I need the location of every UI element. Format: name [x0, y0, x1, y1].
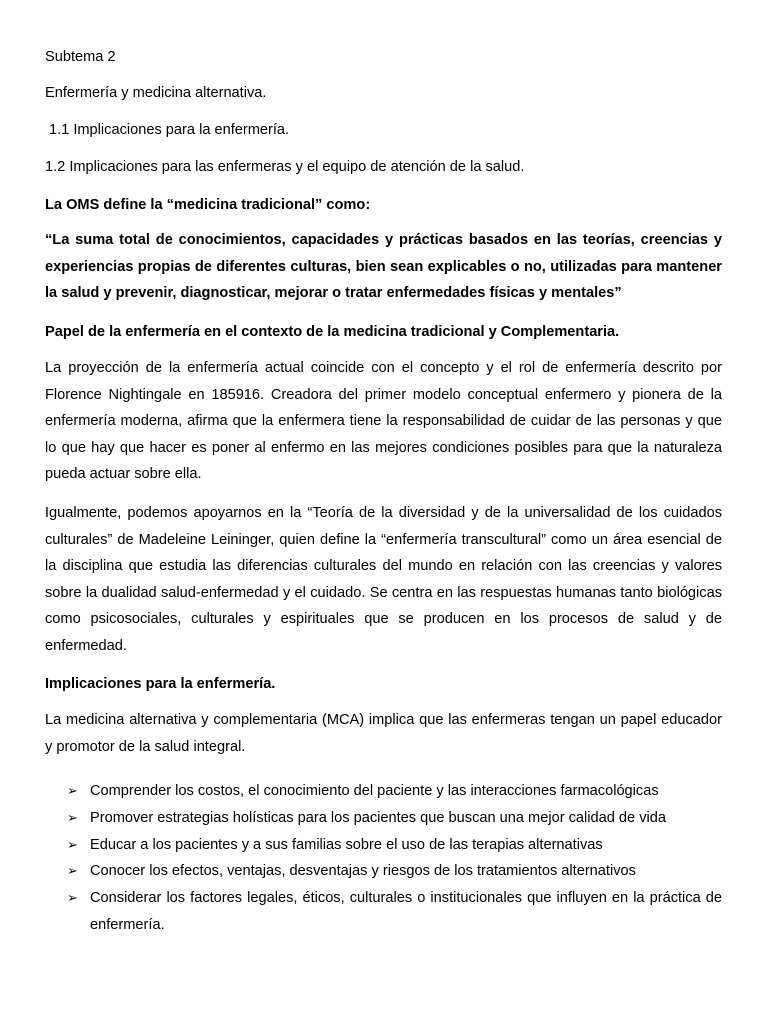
- section-1-1: 1.1 Implicaciones para la enfermería.: [49, 122, 290, 138]
- implicaciones-bullet-list: [45, 778, 722, 939]
- list-item-text: Promover estrategias holísticas para los pacientes que buscan una mejor calidad de vida: [90, 809, 666, 826]
- subtema-label: Subtema 2: [45, 49, 116, 65]
- list-item: [45, 805, 722, 832]
- list-item-text: Conocer los efectos, ventajas, desventajas y riesgos de los tratamientos alternativos: [90, 863, 636, 880]
- papel-paragraph-1: La proyección de la enfermería actual coincide con el concepto y el rol de enfermería descrito por Florence Nightingale en 185916. Creadora del primer modelo conceptual enfermero y pionera de la enfermería moderna, afirma que la enfermera tiene la responsabilidad de cuidar de las personas y que lo que hay que hacer es poner al enfermo en las mejores condiciones posibles para que la naturaleza pueda actuar sobre ella.: [45, 360, 722, 483]
- arrow-bullet-icon: ➢: [67, 863, 78, 879]
- arrow-bullet-icon: ➢: [67, 783, 78, 798]
- arrow-bullet-icon: ➢: [67, 890, 78, 906]
- list-item-text: Comprender los costos, el conocimiento del paciente y las interacciones farmacológicas: [90, 783, 659, 799]
- implicaciones-paragraph: La medicina alternativa y complementaria (MCA) implica que las enfermeras tengan un papel educador y promotor de la salud integral.: [45, 712, 722, 755]
- section-1-2: 1.2 Implicaciones para las enfermeras y el equipo de atención de la salud.: [45, 159, 525, 175]
- list-item-text: Considerar los factores legales, éticos, culturales o institucionales que influyen en la práctica de enfermería.: [90, 890, 722, 933]
- arrow-bullet-icon: ➢: [67, 836, 78, 852]
- oms-heading: La OMS define la “medicina tradicional” como:: [45, 197, 371, 213]
- list-item: [45, 778, 722, 805]
- oms-quote: “La suma total de conocimientos, capacidades y prácticas basados en las teorías, creencias y experiencias propias de diferentes culturas, bien sean explicables o no, utilizadas para mantener la salud y prevenir, diagnosticar, mejorar o tratar enfermedades físicas y mentales”: [45, 232, 722, 302]
- papel-heading: Papel de la enfermería en el contexto de la medicina tradicional y Complementaria.: [45, 324, 620, 340]
- papel-paragraph-2: Igualmente, podemos apoyarnos en la “Teoría de la diversidad y de la universalidad de los cuidados culturales” de Madeleine Leininger, quien define la “enfermería transcultural” como un área esencial de la disciplina que estudia las diferencias culturales del mundo en relación con las creencias y valores sobre la dualidad salud-enfermedad y el cuidado. Se centra en las respuestas humanas tanto biológicas como psicosociales, culturales y espirituales que se producen en los procesos de salud y de enfermedad.: [45, 505, 722, 654]
- list-item: [45, 858, 722, 885]
- implicaciones-heading: Implicaciones para la enfermería.: [45, 676, 276, 692]
- list-item-text: Educar a los pacientes y a sus familias sobre el uso de las terapias alternativas: [90, 836, 603, 853]
- list-item: [45, 832, 722, 859]
- list-item: [45, 885, 722, 939]
- arrow-bullet-icon: ➢: [67, 809, 78, 825]
- document-title: Enfermería y medicina alternativa.: [45, 85, 267, 101]
